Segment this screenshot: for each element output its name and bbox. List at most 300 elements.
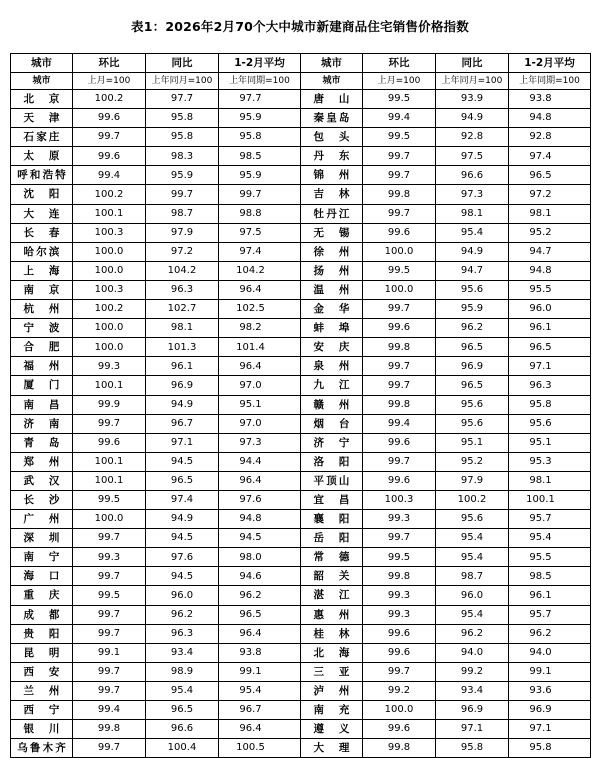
mom-right: 99.6 bbox=[363, 643, 436, 662]
mom-left: 100.1 bbox=[73, 376, 146, 395]
city-right: 泸 州 bbox=[301, 681, 363, 700]
city-right: 金 华 bbox=[301, 300, 363, 319]
table-row bbox=[11, 414, 591, 433]
city-right: 无 锡 bbox=[301, 223, 363, 242]
avg-right: 100.1 bbox=[509, 490, 591, 509]
base-avg-left: 上年同期=100 bbox=[219, 73, 301, 90]
header-mom-left: 环比 bbox=[73, 54, 146, 73]
mom-left: 100.0 bbox=[73, 242, 146, 261]
yoy-left: 96.0 bbox=[146, 586, 219, 605]
table-row bbox=[11, 395, 591, 414]
city-right: 宜 昌 bbox=[301, 490, 363, 509]
header-avg-right: 1-2月平均 bbox=[509, 54, 591, 73]
mom-right: 99.2 bbox=[363, 681, 436, 700]
city-left: 郑 州 bbox=[11, 452, 73, 471]
avg-right: 95.1 bbox=[509, 433, 591, 452]
mom-right: 99.6 bbox=[363, 319, 436, 338]
mom-right: 100.0 bbox=[363, 280, 436, 299]
mom-right: 99.7 bbox=[363, 452, 436, 471]
mom-left: 99.7 bbox=[73, 739, 146, 758]
city-left: 大 连 bbox=[11, 204, 73, 223]
city-left: 乌鲁木齐 bbox=[11, 739, 73, 758]
mom-right: 99.8 bbox=[363, 739, 436, 758]
yoy-right: 95.8 bbox=[436, 739, 509, 758]
mom-left: 100.2 bbox=[73, 185, 146, 204]
yoy-left: 98.9 bbox=[146, 662, 219, 681]
yoy-left: 96.5 bbox=[146, 471, 219, 490]
city-right: 烟 台 bbox=[301, 414, 363, 433]
city-right: 牡丹江 bbox=[301, 204, 363, 223]
avg-right: 97.1 bbox=[509, 720, 591, 739]
avg-left: 97.4 bbox=[219, 242, 301, 261]
mom-right: 99.6 bbox=[363, 624, 436, 643]
yoy-left: 94.5 bbox=[146, 529, 219, 548]
table-row bbox=[11, 109, 591, 128]
avg-left: 96.4 bbox=[219, 471, 301, 490]
mom-right: 99.5 bbox=[363, 548, 436, 567]
city-right: 徐 州 bbox=[301, 242, 363, 261]
mom-left: 100.3 bbox=[73, 223, 146, 242]
yoy-left: 101.3 bbox=[146, 338, 219, 357]
avg-left: 97.6 bbox=[219, 490, 301, 509]
yoy-right: 94.9 bbox=[436, 109, 509, 128]
avg-left: 96.2 bbox=[219, 586, 301, 605]
city-right: 洛 阳 bbox=[301, 452, 363, 471]
table-row bbox=[11, 185, 591, 204]
avg-right: 96.2 bbox=[509, 624, 591, 643]
base-avg-right: 上年同期=100 bbox=[509, 73, 591, 90]
mom-left: 100.0 bbox=[73, 319, 146, 338]
mom-right: 99.5 bbox=[363, 90, 436, 109]
avg-right: 94.7 bbox=[509, 242, 591, 261]
avg-left: 95.8 bbox=[219, 128, 301, 147]
city-left: 昆 明 bbox=[11, 643, 73, 662]
table-row bbox=[11, 147, 591, 166]
avg-left: 97.3 bbox=[219, 433, 301, 452]
header-avg-left: 1-2月平均 bbox=[219, 54, 301, 73]
mom-right: 99.6 bbox=[363, 720, 436, 739]
table-container bbox=[0, 35, 600, 758]
avg-left: 104.2 bbox=[219, 261, 301, 280]
city-right: 秦皇岛 bbox=[301, 109, 363, 128]
mom-right: 99.7 bbox=[363, 147, 436, 166]
avg-left: 98.0 bbox=[219, 548, 301, 567]
mom-left: 100.1 bbox=[73, 204, 146, 223]
city-right: 北 海 bbox=[301, 643, 363, 662]
city-left: 宁 波 bbox=[11, 319, 73, 338]
city-left: 南 昌 bbox=[11, 395, 73, 414]
city-left: 上 海 bbox=[11, 261, 73, 280]
yoy-right: 95.6 bbox=[436, 395, 509, 414]
table-header-group-row bbox=[11, 54, 591, 73]
table-head bbox=[11, 54, 591, 90]
avg-right: 94.8 bbox=[509, 261, 591, 280]
table-row bbox=[11, 452, 591, 471]
yoy-left: 95.8 bbox=[146, 128, 219, 147]
avg-right: 97.2 bbox=[509, 185, 591, 204]
base-yoy-left: 上年同月=100 bbox=[146, 73, 219, 90]
city-right: 遵 义 bbox=[301, 720, 363, 739]
avg-right: 93.6 bbox=[509, 681, 591, 700]
mom-left: 99.6 bbox=[73, 109, 146, 128]
yoy-right: 96.6 bbox=[436, 166, 509, 185]
city-left: 西 宁 bbox=[11, 701, 73, 720]
yoy-left: 98.7 bbox=[146, 204, 219, 223]
mom-left: 99.6 bbox=[73, 147, 146, 166]
table-row bbox=[11, 529, 591, 548]
city-right: 泉 州 bbox=[301, 357, 363, 376]
yoy-left: 97.9 bbox=[146, 223, 219, 242]
avg-right: 95.5 bbox=[509, 280, 591, 299]
table-body bbox=[11, 90, 591, 758]
table-row bbox=[11, 128, 591, 147]
yoy-left: 95.4 bbox=[146, 681, 219, 700]
yoy-left: 102.7 bbox=[146, 300, 219, 319]
city-left: 武 汉 bbox=[11, 471, 73, 490]
table-row bbox=[11, 605, 591, 624]
city-left: 太 原 bbox=[11, 147, 73, 166]
city-left: 兰 州 bbox=[11, 681, 73, 700]
avg-right: 95.7 bbox=[509, 605, 591, 624]
avg-left: 96.7 bbox=[219, 701, 301, 720]
avg-left: 99.7 bbox=[219, 185, 301, 204]
avg-left: 97.0 bbox=[219, 414, 301, 433]
table-row bbox=[11, 338, 591, 357]
mom-right: 99.5 bbox=[363, 261, 436, 280]
yoy-left: 94.5 bbox=[146, 452, 219, 471]
mom-left: 99.7 bbox=[73, 605, 146, 624]
avg-left: 102.5 bbox=[219, 300, 301, 319]
avg-right: 95.6 bbox=[509, 414, 591, 433]
yoy-left: 94.9 bbox=[146, 395, 219, 414]
table-row bbox=[11, 223, 591, 242]
yoy-right: 95.4 bbox=[436, 529, 509, 548]
city-left: 长 春 bbox=[11, 223, 73, 242]
city-left: 南 京 bbox=[11, 280, 73, 299]
table-row bbox=[11, 319, 591, 338]
yoy-left: 96.9 bbox=[146, 376, 219, 395]
mom-left: 100.0 bbox=[73, 510, 146, 529]
mom-right: 99.7 bbox=[363, 166, 436, 185]
avg-left: 95.9 bbox=[219, 166, 301, 185]
city-right: 大 理 bbox=[301, 739, 363, 758]
avg-right: 95.3 bbox=[509, 452, 591, 471]
mom-right: 100.0 bbox=[363, 242, 436, 261]
table-row bbox=[11, 357, 591, 376]
city-right: 包 头 bbox=[301, 128, 363, 147]
yoy-left: 96.3 bbox=[146, 280, 219, 299]
avg-right: 95.8 bbox=[509, 395, 591, 414]
city-right: 岳 阳 bbox=[301, 529, 363, 548]
yoy-left: 95.9 bbox=[146, 166, 219, 185]
avg-right: 97.4 bbox=[509, 147, 591, 166]
avg-left: 100.5 bbox=[219, 739, 301, 758]
yoy-right: 96.2 bbox=[436, 319, 509, 338]
yoy-right: 96.5 bbox=[436, 376, 509, 395]
avg-left: 94.6 bbox=[219, 567, 301, 586]
avg-left: 96.4 bbox=[219, 280, 301, 299]
yoy-left: 104.2 bbox=[146, 261, 219, 280]
city-left: 杭 州 bbox=[11, 300, 73, 319]
city-right: 韶 关 bbox=[301, 567, 363, 586]
mom-left: 100.1 bbox=[73, 452, 146, 471]
avg-right: 97.1 bbox=[509, 357, 591, 376]
table-row bbox=[11, 662, 591, 681]
city-left: 石家庄 bbox=[11, 128, 73, 147]
yoy-right: 94.9 bbox=[436, 242, 509, 261]
mom-right: 99.7 bbox=[363, 204, 436, 223]
avg-right: 98.5 bbox=[509, 567, 591, 586]
avg-left: 95.4 bbox=[219, 681, 301, 700]
yoy-right: 96.2 bbox=[436, 624, 509, 643]
yoy-left: 97.7 bbox=[146, 90, 219, 109]
yoy-left: 96.5 bbox=[146, 701, 219, 720]
city-left: 银 川 bbox=[11, 720, 73, 739]
table-row bbox=[11, 548, 591, 567]
yoy-left: 96.3 bbox=[146, 624, 219, 643]
mom-right: 99.8 bbox=[363, 185, 436, 204]
yoy-right: 96.9 bbox=[436, 357, 509, 376]
mom-left: 100.2 bbox=[73, 300, 146, 319]
avg-right: 96.9 bbox=[509, 701, 591, 720]
avg-left: 96.4 bbox=[219, 357, 301, 376]
mom-right: 99.7 bbox=[363, 376, 436, 395]
city-left: 重 庆 bbox=[11, 586, 73, 605]
avg-right: 98.1 bbox=[509, 204, 591, 223]
yoy-left: 95.8 bbox=[146, 109, 219, 128]
city-right: 南 充 bbox=[301, 701, 363, 720]
mom-left: 99.3 bbox=[73, 548, 146, 567]
mom-left: 99.4 bbox=[73, 166, 146, 185]
avg-left: 99.1 bbox=[219, 662, 301, 681]
yoy-left: 96.1 bbox=[146, 357, 219, 376]
mom-left: 99.5 bbox=[73, 490, 146, 509]
mom-left: 99.7 bbox=[73, 681, 146, 700]
mom-left: 99.7 bbox=[73, 414, 146, 433]
mom-right: 99.6 bbox=[363, 471, 436, 490]
mom-left: 99.5 bbox=[73, 586, 146, 605]
city-right: 常 德 bbox=[301, 548, 363, 567]
mom-left: 99.7 bbox=[73, 624, 146, 643]
mom-left: 99.7 bbox=[73, 567, 146, 586]
mom-right: 99.4 bbox=[363, 414, 436, 433]
base-mom-left: 上月=100 bbox=[73, 73, 146, 90]
header-city-right: 城市 bbox=[301, 54, 363, 73]
city-left: 贵 阳 bbox=[11, 624, 73, 643]
city-right: 安 庆 bbox=[301, 338, 363, 357]
mom-left: 99.1 bbox=[73, 643, 146, 662]
city-left: 哈尔滨 bbox=[11, 242, 73, 261]
base-city-right: 城市 bbox=[301, 73, 363, 90]
mom-right: 99.7 bbox=[363, 529, 436, 548]
avg-right: 95.2 bbox=[509, 223, 591, 242]
yoy-right: 92.8 bbox=[436, 128, 509, 147]
city-left: 青 岛 bbox=[11, 433, 73, 452]
yoy-right: 97.1 bbox=[436, 720, 509, 739]
city-right: 惠 州 bbox=[301, 605, 363, 624]
yoy-right: 95.9 bbox=[436, 300, 509, 319]
mom-right: 99.6 bbox=[363, 223, 436, 242]
mom-right: 100.3 bbox=[363, 490, 436, 509]
mom-left: 99.6 bbox=[73, 433, 146, 452]
yoy-right: 96.9 bbox=[436, 701, 509, 720]
yoy-right: 97.9 bbox=[436, 471, 509, 490]
yoy-right: 93.4 bbox=[436, 681, 509, 700]
avg-left: 98.8 bbox=[219, 204, 301, 223]
yoy-right: 95.6 bbox=[436, 414, 509, 433]
yoy-right: 95.4 bbox=[436, 548, 509, 567]
yoy-left: 94.5 bbox=[146, 567, 219, 586]
table-row bbox=[11, 567, 591, 586]
mom-left: 100.0 bbox=[73, 261, 146, 280]
city-left: 广 州 bbox=[11, 510, 73, 529]
yoy-right: 95.2 bbox=[436, 452, 509, 471]
city-left: 长 沙 bbox=[11, 490, 73, 509]
mom-right: 99.8 bbox=[363, 395, 436, 414]
yoy-right: 98.7 bbox=[436, 567, 509, 586]
avg-right: 95.7 bbox=[509, 510, 591, 529]
table-row bbox=[11, 490, 591, 509]
mom-right: 99.6 bbox=[363, 433, 436, 452]
page-title: 表1：2026年2月70个大中城市新建商品住宅销售价格指数 bbox=[131, 19, 469, 34]
yoy-right: 95.1 bbox=[436, 433, 509, 452]
avg-left: 97.7 bbox=[219, 90, 301, 109]
yoy-right: 95.4 bbox=[436, 605, 509, 624]
yoy-left: 97.1 bbox=[146, 433, 219, 452]
mom-right: 99.4 bbox=[363, 109, 436, 128]
yoy-left: 94.9 bbox=[146, 510, 219, 529]
city-left: 济 南 bbox=[11, 414, 73, 433]
table-row bbox=[11, 204, 591, 223]
mom-left: 99.7 bbox=[73, 128, 146, 147]
yoy-left: 98.3 bbox=[146, 147, 219, 166]
table-header-base-row bbox=[11, 73, 591, 90]
yoy-right: 99.2 bbox=[436, 662, 509, 681]
mom-right: 99.8 bbox=[363, 567, 436, 586]
city-left: 合 肥 bbox=[11, 338, 73, 357]
table-row bbox=[11, 300, 591, 319]
mom-left: 100.3 bbox=[73, 280, 146, 299]
yoy-right: 95.6 bbox=[436, 510, 509, 529]
yoy-right: 97.3 bbox=[436, 185, 509, 204]
base-mom-right: 上月=100 bbox=[363, 73, 436, 90]
yoy-left: 99.7 bbox=[146, 185, 219, 204]
yoy-right: 93.9 bbox=[436, 90, 509, 109]
city-right: 扬 州 bbox=[301, 261, 363, 280]
avg-right: 96.0 bbox=[509, 300, 591, 319]
city-right: 九 江 bbox=[301, 376, 363, 395]
city-left: 海 口 bbox=[11, 567, 73, 586]
avg-right: 93.8 bbox=[509, 90, 591, 109]
mom-left: 100.0 bbox=[73, 338, 146, 357]
city-right: 平顶山 bbox=[301, 471, 363, 490]
header-city-left: 城市 bbox=[11, 54, 73, 73]
table-row bbox=[11, 510, 591, 529]
avg-right: 99.1 bbox=[509, 662, 591, 681]
yoy-right: 96.5 bbox=[436, 338, 509, 357]
avg-right: 95.4 bbox=[509, 529, 591, 548]
avg-right: 92.8 bbox=[509, 128, 591, 147]
yoy-right: 100.2 bbox=[436, 490, 509, 509]
avg-left: 96.5 bbox=[219, 605, 301, 624]
city-left: 北 京 bbox=[11, 90, 73, 109]
base-yoy-right: 上年同月=100 bbox=[436, 73, 509, 90]
city-right: 吉 林 bbox=[301, 185, 363, 204]
city-right: 丹 东 bbox=[301, 147, 363, 166]
price-index-table bbox=[10, 53, 591, 758]
city-left: 沈 阳 bbox=[11, 185, 73, 204]
city-left: 呼和浩特 bbox=[11, 166, 73, 185]
table-row bbox=[11, 701, 591, 720]
table-row bbox=[11, 261, 591, 280]
mom-right: 99.3 bbox=[363, 586, 436, 605]
mom-right: 99.7 bbox=[363, 300, 436, 319]
yoy-left: 96.2 bbox=[146, 605, 219, 624]
avg-right: 95.8 bbox=[509, 739, 591, 758]
city-right: 湛 江 bbox=[301, 586, 363, 605]
mom-left: 99.8 bbox=[73, 720, 146, 739]
city-left: 南 宁 bbox=[11, 548, 73, 567]
avg-right: 96.1 bbox=[509, 319, 591, 338]
city-right: 襄 阳 bbox=[301, 510, 363, 529]
yoy-right: 94.7 bbox=[436, 261, 509, 280]
table-row bbox=[11, 433, 591, 452]
yoy-right: 95.4 bbox=[436, 223, 509, 242]
city-left: 厦 门 bbox=[11, 376, 73, 395]
avg-right: 98.1 bbox=[509, 471, 591, 490]
mom-left: 99.4 bbox=[73, 701, 146, 720]
avg-right: 96.1 bbox=[509, 586, 591, 605]
base-city-left: 城市 bbox=[11, 73, 73, 90]
mom-left: 100.1 bbox=[73, 471, 146, 490]
city-right: 济 宁 bbox=[301, 433, 363, 452]
yoy-right: 98.1 bbox=[436, 204, 509, 223]
yoy-left: 93.4 bbox=[146, 643, 219, 662]
yoy-left: 96.6 bbox=[146, 720, 219, 739]
mom-right: 100.0 bbox=[363, 701, 436, 720]
mom-right: 99.3 bbox=[363, 510, 436, 529]
yoy-left: 96.7 bbox=[146, 414, 219, 433]
mom-right: 99.5 bbox=[363, 128, 436, 147]
city-left: 天 津 bbox=[11, 109, 73, 128]
avg-right: 94.8 bbox=[509, 109, 591, 128]
city-right: 蚌 埠 bbox=[301, 319, 363, 338]
table-row bbox=[11, 242, 591, 261]
city-right: 唐 山 bbox=[301, 90, 363, 109]
avg-right: 96.3 bbox=[509, 376, 591, 395]
avg-left: 97.5 bbox=[219, 223, 301, 242]
table-row bbox=[11, 720, 591, 739]
table-row bbox=[11, 376, 591, 395]
city-left: 西 安 bbox=[11, 662, 73, 681]
yoy-left: 100.4 bbox=[146, 739, 219, 758]
yoy-right: 95.6 bbox=[436, 280, 509, 299]
header-yoy-right: 同比 bbox=[436, 54, 509, 73]
avg-left: 94.5 bbox=[219, 529, 301, 548]
mom-right: 99.3 bbox=[363, 605, 436, 624]
table-row bbox=[11, 624, 591, 643]
mom-left: 99.7 bbox=[73, 529, 146, 548]
mom-left: 99.3 bbox=[73, 357, 146, 376]
avg-left: 93.8 bbox=[219, 643, 301, 662]
city-left: 成 都 bbox=[11, 605, 73, 624]
table-row bbox=[11, 90, 591, 109]
city-left: 福 州 bbox=[11, 357, 73, 376]
city-right: 温 州 bbox=[301, 280, 363, 299]
yoy-left: 97.4 bbox=[146, 490, 219, 509]
avg-left: 96.4 bbox=[219, 624, 301, 643]
mom-right: 99.8 bbox=[363, 338, 436, 357]
